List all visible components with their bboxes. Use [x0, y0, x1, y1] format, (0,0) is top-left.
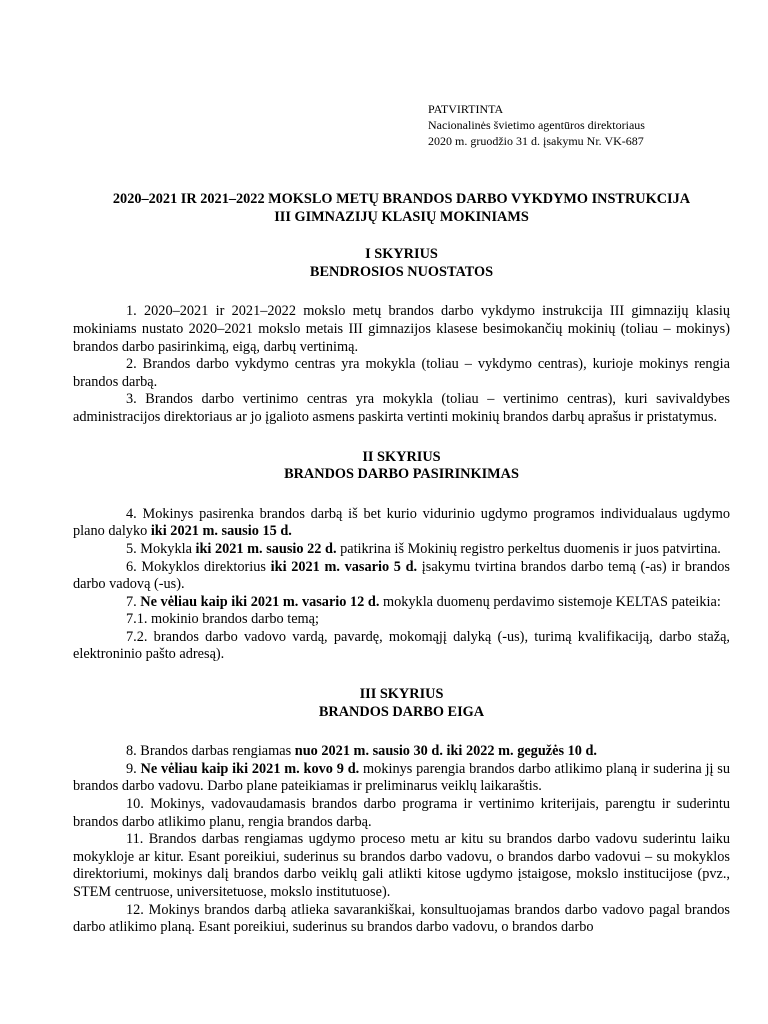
paragraph-text: 7.	[126, 593, 141, 610]
title-line-2: III GIMNAZIJŲ KLASIŲ MOKINIAMS	[274, 208, 529, 225]
paragraph-text: mokykla duomenų perdavimo sistemoje KELTAS pateikia:	[379, 593, 721, 610]
deadline-date: iki 2021 m. vasario 5 d.	[270, 558, 418, 575]
title-line-1: 2020–2021 IR 2021–2022 MOKSLO METŲ BRANDOS DARBO VYKDYMO INSTRUKCIJA	[112, 191, 691, 207]
section-name: BRANDOS DARBO EIGA	[318, 703, 485, 720]
deadline-date: iki 2021 m. sausio 22 d.	[195, 540, 337, 557]
approval-label: PATVIRTINTA	[428, 102, 504, 116]
document-title	[73, 191, 730, 226]
paragraph-text: įsakymu tvirtina brandos darbo temą (-as) ir brandos darbo vadovą (-us).	[73, 558, 730, 593]
approval-order: 2020 m. gruodžio 31 d. įsakymu Nr. VK-687	[428, 134, 644, 148]
section-heading-1	[73, 246, 730, 281]
paragraph-1: 1. 2020–2021 ir 2021–2022 mokslo metų brandos darbo vykdymo instrukcija III gimnazijų klasių mokiniams nustato 2020–2021 mokslo metais III gimnazijos klasese besimokančių mokinių (toliau – mokinys) brandos darbo pasirinkimą, eigą, darbų vertinimą.	[73, 303, 730, 355]
paragraph-11: 11. Brandos darbas rengiamas ugdymo proceso metu ar kitu su brandos darbo vadovu suderintu laiku mokykloje ar kitur. Esant poreikiui, suderinus su brandos darbo vadovu, o brandos darbo vadovui – su mokyklos direktoriumi, mokinys dalį brandos darbo veiklų gali atlikti kitose ugdymo įstaigose, mokslo institucijose (pvz., STEM centruose, universitetuose, mokslo institutuose).	[73, 831, 730, 900]
paragraph-text: mokinys parengia brandos darbo atlikimo planą ir suderina jį su brandos darbo vadovu. Darbo plane pateikiamas ir preliminarus veiklų laikaraštis.	[73, 760, 731, 795]
paragraph-9	[73, 761, 730, 796]
paragraph-text: 4. Mokinys pasirenka brandos darbą iš bet kurio vidurinio ugdymo programos individualaus ugdymo plano dalyko	[73, 505, 730, 540]
approval-issuer: Nacionalinės švietimo agentūros direktoriaus	[428, 118, 645, 132]
section-name: BRANDOS DARBO PASIRINKIMAS	[284, 466, 519, 483]
paragraph-text: patikrina iš Mokinių registro perkeltus duomenis ir juos patvirtina.	[336, 540, 721, 557]
paragraph-text: 5. Mokykla	[126, 540, 196, 557]
paragraph-4	[73, 506, 730, 541]
section-number: I SKYRIUS	[365, 246, 438, 263]
paragraph-7-2: 7.2. brandos darbo vadovo vardą, pavardę, mokomąjį dalyką (-us), turimą kvalifikaciją, darbo stažą, elektroninio pašto adresą).	[73, 628, 730, 663]
section-number: II SKYRIUS	[362, 448, 441, 465]
paragraph-text: 9.	[126, 760, 141, 777]
paragraph-text: 6. Mokyklos direktorius	[126, 558, 271, 575]
deadline-date: Ne vėliau kaip iki 2021 m. kovo 9 d.	[140, 760, 360, 777]
paragraph-12: 12. Mokinys brandos darbą atlieka savarankiškai, konsultuojamas brandos darbo vadovo pagal brandos darbo atlikimo planą. Esant poreikiui, suderinus su brandos darbo vadovu, o brandos darbo	[73, 901, 730, 936]
paragraph-7	[73, 594, 730, 612]
paragraph-8	[73, 743, 730, 761]
section-heading-3	[73, 686, 730, 721]
section-heading-2	[73, 449, 730, 484]
paragraph-2: 2. Brandos darbo vykdymo centras yra mokykla (toliau – vykdymo centras), kurioje mokinys rengia brandos darbą.	[73, 356, 730, 390]
paragraph-7-1: 7.1. mokinio brandos darbo temą;	[126, 611, 319, 628]
paragraph-3: 3. Brandos darbo vertinimo centras yra mokykla (toliau – vertinimo centras), kuri savivaldybes administracijos direktoriaus ar jo įgalioto asmens paskirta vertinti mokinių brandos darbų aprašus ir pristatymus.	[73, 391, 730, 425]
section-name: BENDROSIOS NUOSTATOS	[309, 263, 494, 280]
section-number: III SKYRIUS	[359, 686, 444, 703]
paragraph-text: 8. Brandos darbas rengiamas	[126, 743, 295, 760]
paragraph-10: 10. Mokinys, vadovaudamasis brandos darbo programa ir vertinimo kriterijais, parengtu ir suderintu brandos darbo atlikimo planu, rengia brandos darbą.	[73, 796, 730, 830]
deadline-date: nuo 2021 m. sausio 30 d. iki 2022 m. gegužės 10 d.	[294, 743, 598, 760]
deadline-date: Ne vėliau kaip iki 2021 m. vasario 12 d.	[140, 593, 380, 610]
approval-block	[428, 101, 645, 149]
document-body	[73, 191, 730, 937]
paragraph-6	[73, 559, 730, 594]
paragraph-5	[73, 541, 730, 559]
deadline-date: iki 2021 m. sausio 15 d.	[150, 523, 292, 540]
